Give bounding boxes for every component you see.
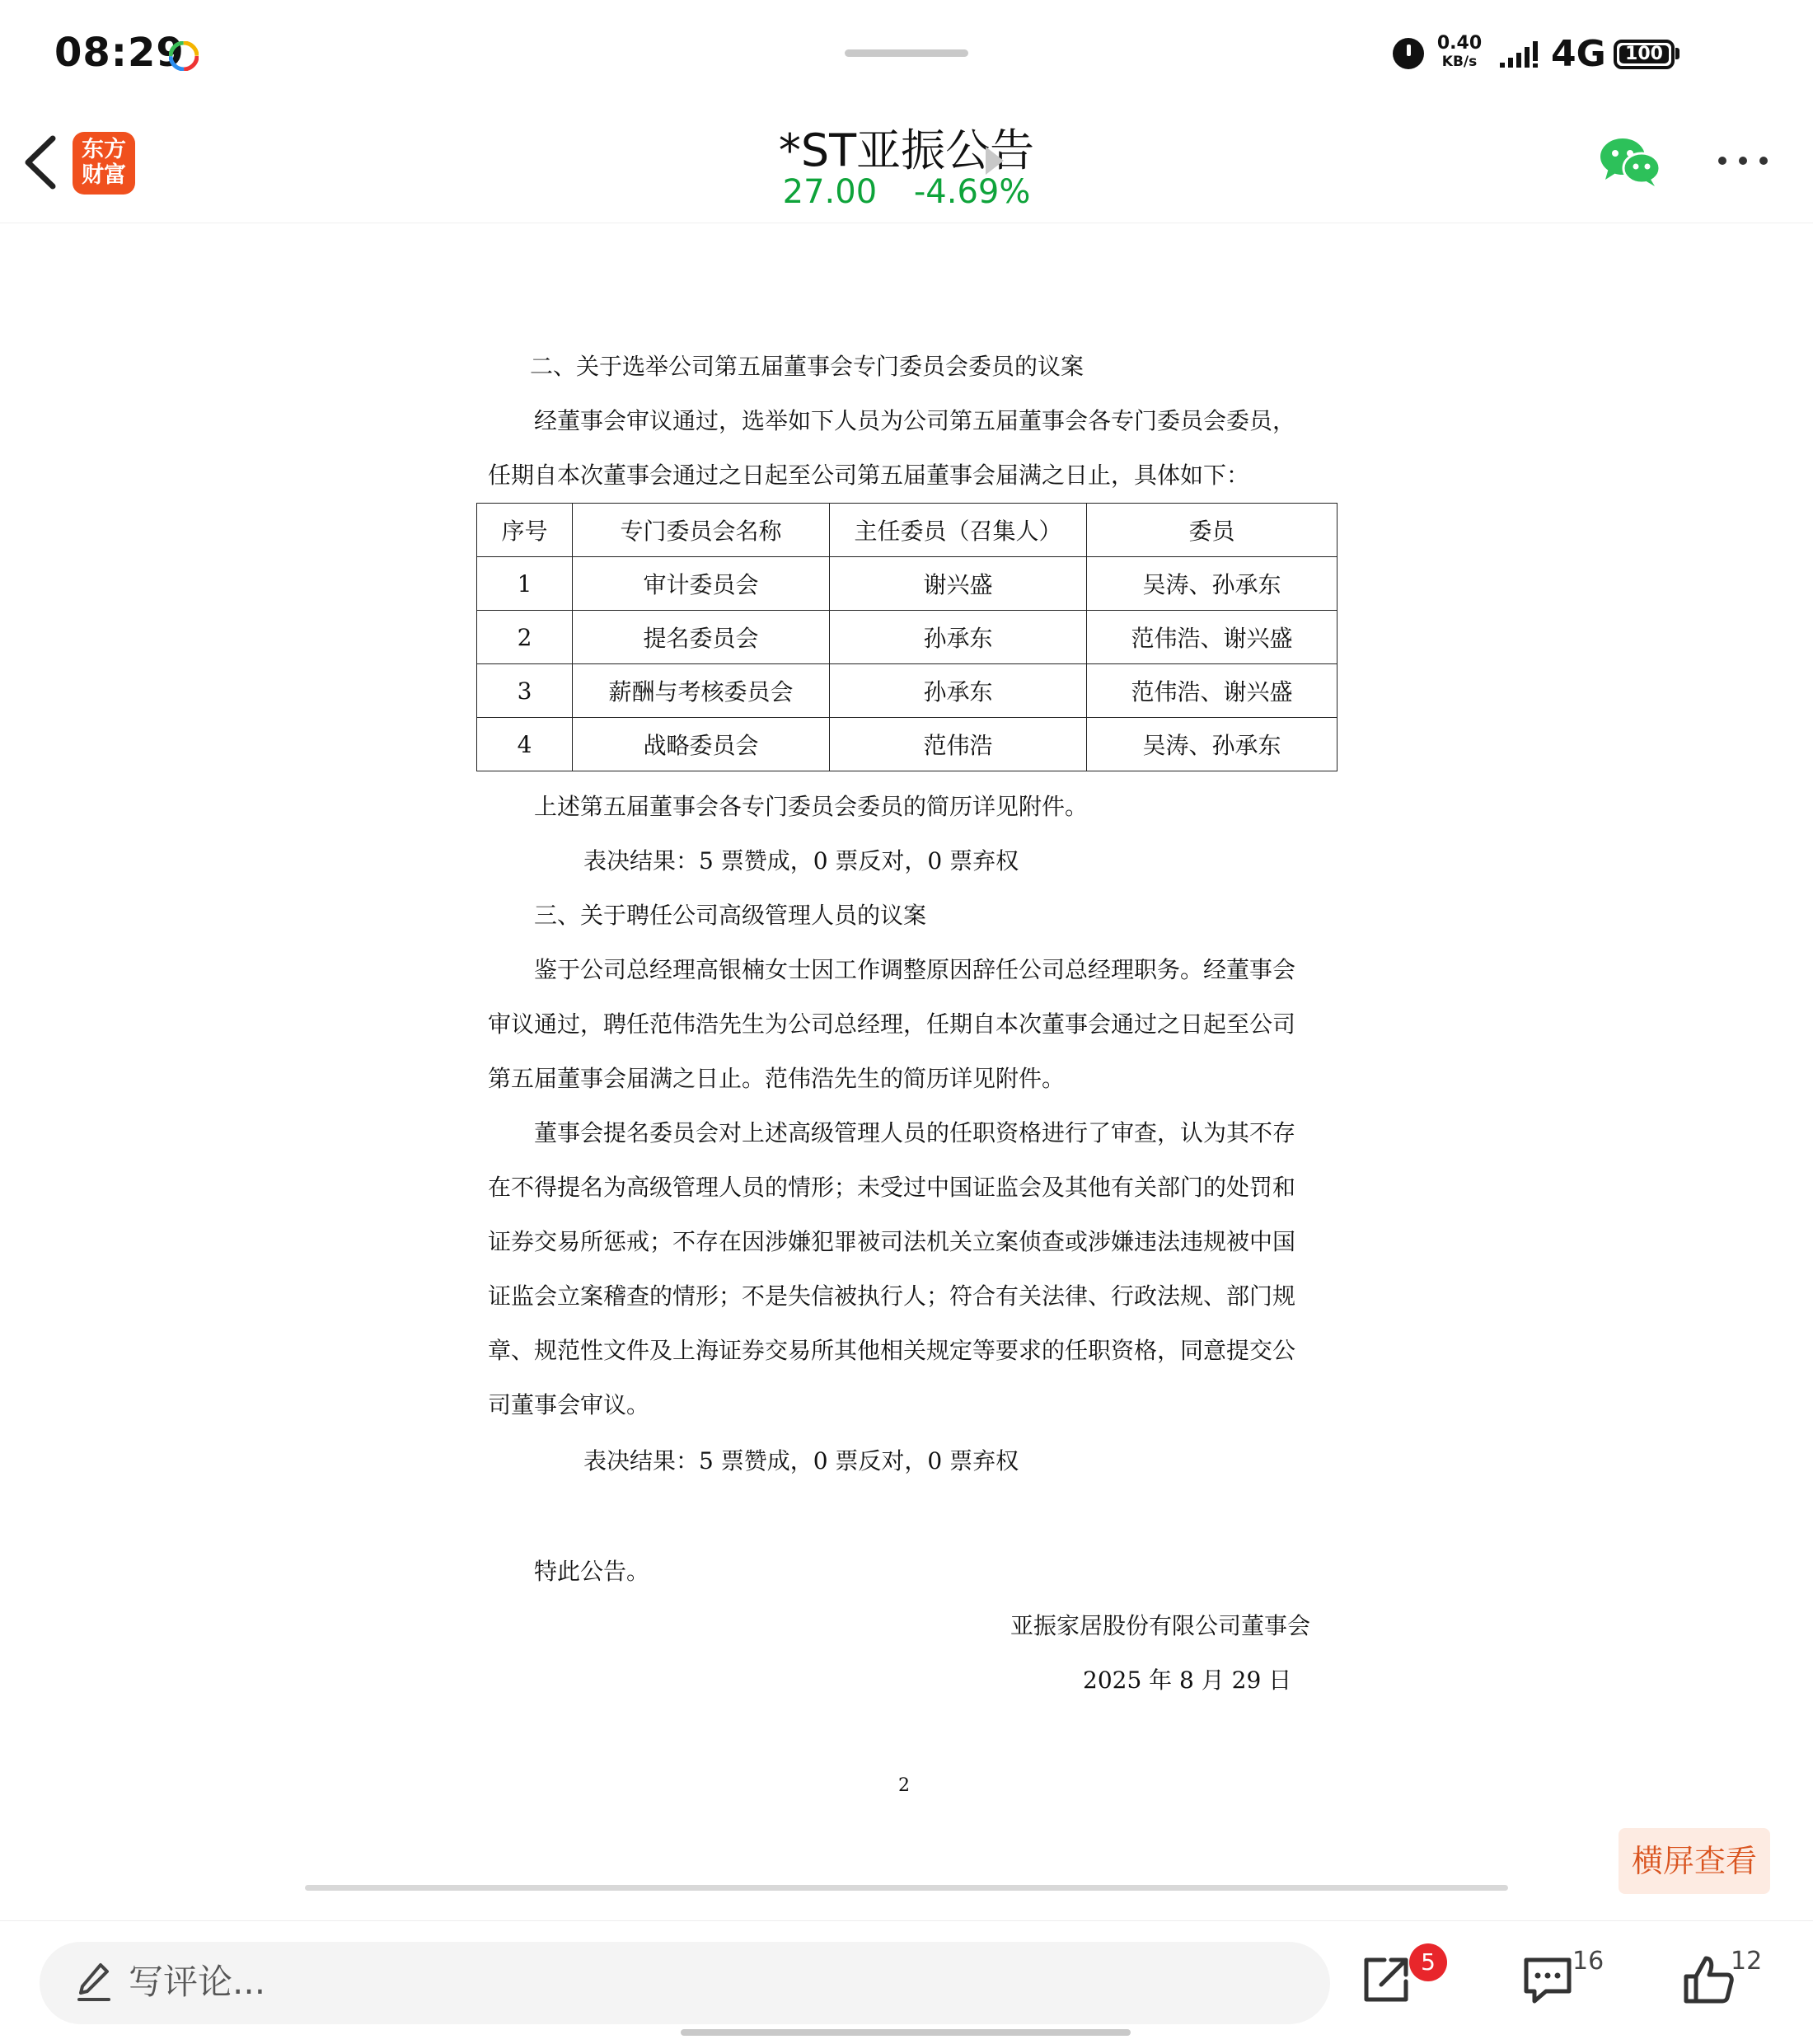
table-cell: 1 [477,557,573,611]
battery-cap [1675,48,1679,59]
table-cell: 战略委员会 [573,718,830,771]
table-cell: 谢兴盛 [830,557,1087,611]
table-cell: 3 [477,664,573,718]
top-drag-handle[interactable] [845,49,968,57]
stock-quote[interactable] [577,173,1236,211]
table-cell: 范伟浩 [830,718,1087,771]
table-cell: 孙承东 [830,664,1087,718]
section3-paragraph-line: 第五届董事会届满之日止。范伟浩先生的简历详见附件。 [488,1065,1066,1092]
network-speed-unit: KB/s [1441,54,1478,70]
comment-placeholder[interactable]: 写评论... [129,1962,266,2002]
comment-count: 16 [1572,1947,1605,1976]
table-header-cell: 主任委员（召集人） [830,504,1087,557]
section3-paragraph-line: 证监会立案稽查的情形；不是失信被执行人；符合有关法律、行政法规、部门规 [488,1282,1296,1310]
like-count: 12 [1731,1947,1763,1976]
section2-note: 上述第五届董事会各专门委员会委员的简历详见附件。 [534,793,1089,820]
back-button[interactable] [18,132,68,194]
table-cell: 提名委员会 [573,611,830,664]
announcement-date: 2025 年 8 月 29 日 [1083,1667,1292,1694]
bottom-divider [0,1920,1813,1921]
table-cell: 吴涛、孙承东 [1087,557,1337,611]
table-header-row [477,504,1337,557]
horizontal-scrollbar[interactable] [305,1885,1508,1891]
signal-icon [1498,41,1541,69]
section3-paragraph-line: 审议通过，聘任范伟浩先生为公司总经理，任期自本次董事会通过之日起至公司 [488,1010,1296,1038]
table-cell: 薪酬与考核委员会 [573,664,830,718]
network-speed [1436,35,1483,71]
signature: 亚振家居股份有限公司董事会 [1010,1612,1311,1639]
table-header-cell: 委员 [1087,504,1337,557]
stock-price: 27.00 [782,173,878,211]
like-icon[interactable] [1681,1953,1736,2006]
logo-line1: 东方 [82,137,126,162]
landscape-view-button[interactable]: 横屏查看 [1619,1828,1770,1894]
table-cell: 4 [477,718,573,771]
network-speed-value: 0.40 [1436,33,1483,54]
page-number: 2 [898,1775,910,1796]
section3-title: 三、关于聘任公司高级管理人员的议案 [534,902,927,929]
section3-paragraph-line: 章、规范性文件及上海证券交易所其他相关规定等要求的任职资格，同意提交公 [488,1337,1296,1364]
section3-paragraph-line: 鉴于公司总经理高银楠女士因工作调整原因辞任公司总经理职务。经董事会 [534,956,1296,983]
table-row [477,718,1337,771]
table-row [477,557,1337,611]
table-row [477,664,1337,718]
section2-paragraph-line: 经董事会审议通过，选举如下人员为公司第五届董事会各专门委员会委员， [534,407,1296,434]
table-cell: 范伟浩、谢兴盛 [1087,664,1337,718]
table-cell: 2 [477,611,573,664]
stock-change: -4.69% [913,173,1031,211]
share-icon[interactable] [1360,1953,1412,2006]
pen-icon [76,1962,112,2003]
status-time: 08:29 [54,30,185,76]
section3-paragraph-line: 在不得提名为高级管理人员的情形；未受过中国证监会及其他有关部门的处罚和 [488,1174,1296,1201]
vote-result: 表决结果：5 票赞成，0 票反对，0 票弃权 [583,1447,1019,1474]
stock-title[interactable]: *ST亚振公告 [778,124,1035,176]
table-cell: 范伟浩、谢兴盛 [1087,611,1337,664]
table-row [477,611,1337,664]
section2-title: 二、关于选举公司第五届董事会专门委员会委员的议案 [530,353,1085,380]
closing-text: 特此公告。 [534,1558,650,1585]
table-cell: 孙承东 [830,611,1087,664]
committee-table [476,503,1337,771]
table-header-cell: 专门委员会名称 [573,504,830,557]
section3-paragraph-line: 证券交易所惩戒；不存在因涉嫌犯罪被司法机关立案侦查或涉嫌违法违规被中国 [488,1228,1296,1255]
title-arrow-icon[interactable] [986,147,1004,175]
battery-level: 100 [1619,45,1669,63]
section2-paragraph-line: 任期自本次董事会通过之日起至公司第五届董事会届满之日止，具体如下： [488,462,1250,489]
logo-line2: 财富 [82,162,126,188]
section3-paragraph-line: 司董事会审议。 [488,1391,650,1418]
comment-icon[interactable] [1521,1955,1574,2004]
section3-paragraph-line: 董事会提名委员会对上述高级管理人员的任职资格进行了审查，认为其不存 [534,1119,1296,1146]
table-header-cell: 序号 [477,504,573,557]
app-logo[interactable] [73,132,135,195]
vote-result: 表决结果：5 票赞成，0 票反对，0 票弃权 [583,847,1019,874]
app-notification-icon [169,41,199,71]
table-cell: 审计委员会 [573,557,830,611]
alarm-icon [1393,38,1424,69]
table-cell: 吴涛、孙承东 [1087,718,1337,771]
battery-icon [1614,40,1675,69]
home-indicator[interactable] [681,2029,1131,2036]
wechat-share-icon[interactable] [1599,135,1661,188]
share-badge: 5 [1409,1943,1447,1981]
network-type: 4G [1551,33,1606,75]
more-options-icon[interactable] [1714,148,1772,173]
